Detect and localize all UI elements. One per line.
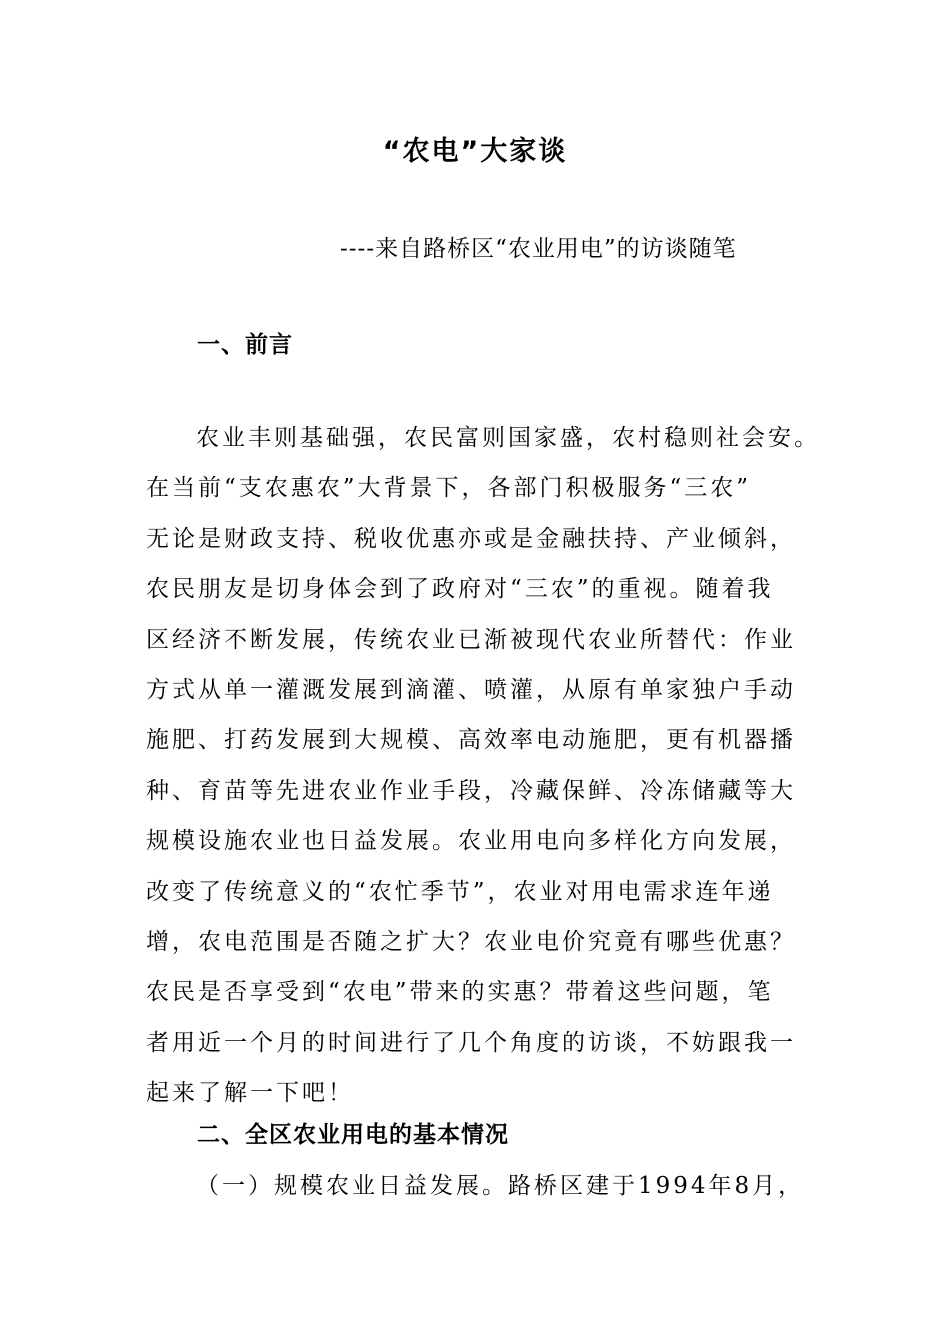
paragraph-line: 者用近一个月的时间进行了几个角度的访谈，不妨跟我一	[146, 1029, 796, 1056]
document-subtitle: ----来自路桥区“农业用电”的访谈随笔	[340, 236, 737, 262]
basic-situation-paragraph	[146, 1161, 836, 1211]
paragraph-line: （一）规模农业日益发展。路桥区建于1994年8月，	[196, 1173, 805, 1199]
paragraph-line: 农业丰则基础强，农民富则国家盛，农村稳则社会安。	[196, 425, 820, 451]
paragraph-line: 农民朋友是切身体会到了政府对“三农”的重视。随着我	[146, 576, 774, 603]
document-title: “农电”大家谈	[382, 136, 568, 167]
paragraph-line: 在当前“支农惠农”大背景下，各部门积极服务“三农”	[146, 475, 752, 502]
section-heading-basic-situation: 二、全区农业用电的基本情况	[197, 1122, 509, 1148]
paragraph-line: 区经济不断发展，传统农业已渐被现代农业所替代：作业	[146, 626, 796, 653]
paragraph-line: 起来了解一下吧！	[146, 1080, 354, 1107]
paragraph-line: 农民是否享受到“农电”带来的实惠？带着这些问题，笔	[146, 979, 774, 1006]
section-heading-preface: 一、前言	[197, 332, 293, 358]
paragraph-line: 方式从单一灌溉发展到滴灌、喷灌，从原有单家独户手动	[146, 676, 796, 703]
paragraph-line: 种、育苗等先进农业作业手段，冷藏保鲜、冷冻储藏等大	[146, 777, 796, 804]
paragraph-line: 无论是财政支持、税收优惠亦或是金融扶持、产业倾斜，	[146, 525, 796, 552]
paragraph-line: 改变了传统意义的“农忙季节”，农业对用电需求连年递	[146, 878, 774, 905]
paragraph-line: 增，农电范围是否随之扩大？农业电价究竟有哪些优惠？	[146, 928, 796, 955]
paragraph-line: 规模设施农业也日益发展。农业用电向多样化方向发展，	[146, 828, 796, 855]
paragraph-line: 施肥、打药发展到大规模、高效率电动施肥，更有机器播	[146, 727, 796, 754]
preface-paragraph	[146, 413, 836, 1118]
